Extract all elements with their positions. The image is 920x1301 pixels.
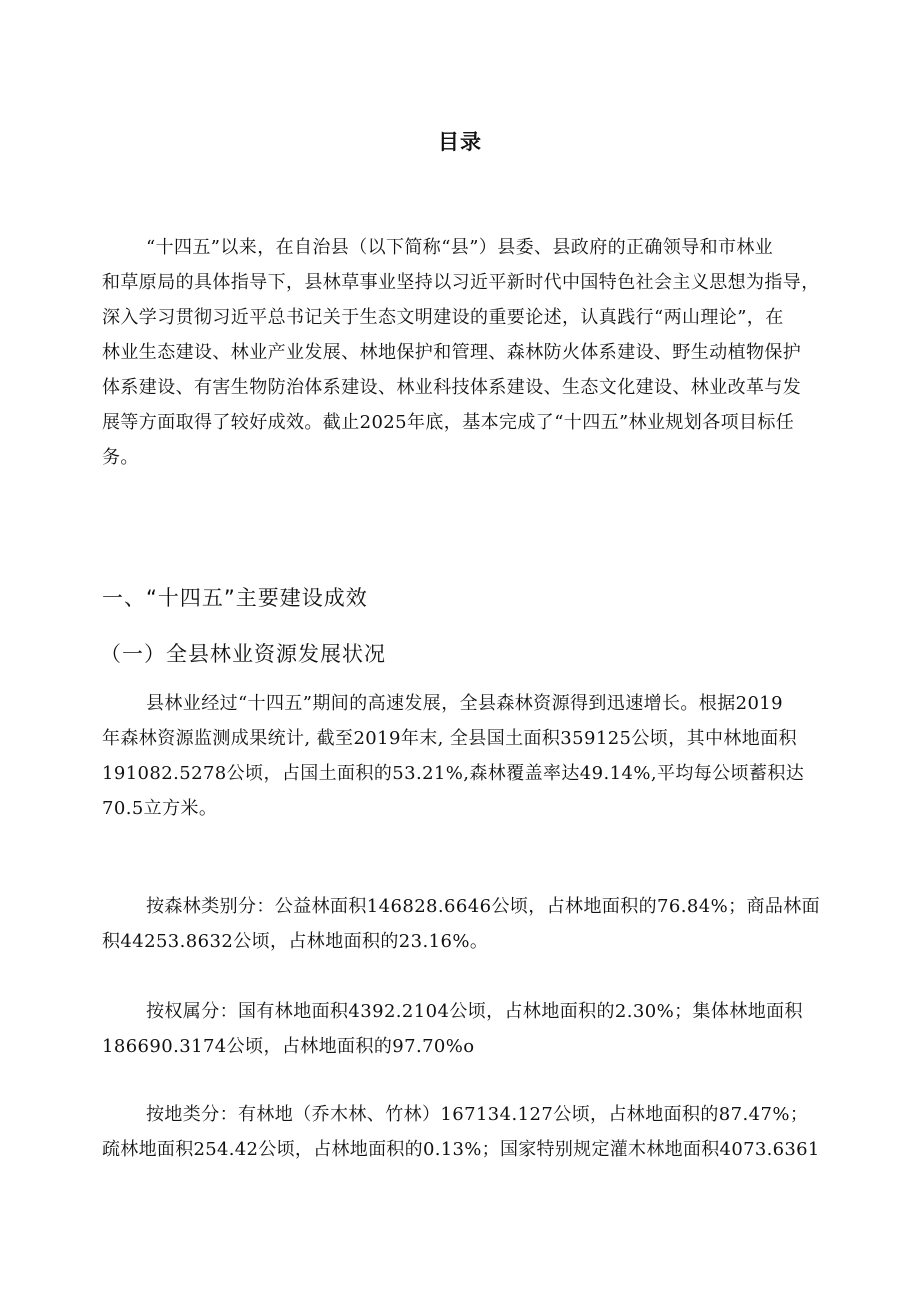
- forest-resources-paragraph: [102, 686, 822, 826]
- ownership-paragraph: [102, 994, 822, 1064]
- intro-line-5: 体系建设、有害生物防治体系建设、林业科技体系建设、生态文化建设、林业改革与发: [102, 377, 802, 398]
- page-title: 目录: [438, 130, 482, 154]
- forest-category-paragraph: [102, 889, 822, 959]
- p4-line-1: 按地类分：有林地（乔木林、竹林）167134.127公顷，占林地面积的87.47%；: [146, 1104, 809, 1125]
- p1-line-4: 70.5立方米。: [102, 798, 218, 819]
- land-type-paragraph: [102, 1097, 822, 1167]
- p4-line-2: 疏林地面积254.42公顷，占林地面积的0.13%；国家特别规定灌木林地面积4073.6361: [102, 1139, 820, 1160]
- subsection-heading-1: （一）全县林业资源发展状况: [100, 642, 386, 666]
- intro-paragraph: [102, 230, 822, 475]
- p2-line-1: 按森林类别分：公益林面积146828.6646公顷，占林地面积的76.84%；商品林面: [146, 896, 821, 917]
- intro-line-1: “十四五”以来，在自治县（以下简称“县”）县委、县政府的正确领导和市林业: [146, 237, 774, 258]
- intro-line-3: 深入学习贯彻习近平总书记关于生态文明建设的重要论述，认真践行“两山理论”，在: [102, 307, 784, 328]
- p1-line-2: 年森林资源监测成果统计, 截至2019年末, 全县国土面积359125公顷，其中林地面积: [102, 728, 798, 749]
- section-heading-1: 一、“十四五”主要建设成效: [102, 586, 368, 610]
- intro-line-7: 务。: [102, 447, 139, 468]
- intro-line-4: 林业生态建设、林业产业发展、林地保护和管理、森林防火体系建设、野生动植物保护: [102, 342, 802, 363]
- p1-line-3: 191082.5278公顷，占国土面积的53.21%,森林覆盖率达49.14%,平均每公顷蓄积达: [102, 763, 805, 784]
- intro-line-6: 展等方面取得了较好成效。截止2025年底，基本完成了“十四五”林业规划各项目标任: [102, 412, 795, 433]
- p2-line-2: 积44253.8632公顷，占林地面积的23.16%。: [102, 931, 489, 952]
- p3-line-2: 186690.3174公顷，占林地面积的97.70%o: [102, 1036, 475, 1057]
- p3-line-1: 按权属分：国有林地面积4392.2104公顷，占林地面积的2.30%；集体林地面积: [146, 1001, 803, 1022]
- p1-line-1: 县林业经过“十四五”期间的高速发展，全县森林资源得到迅速增长。根据2019: [146, 693, 784, 714]
- intro-line-2: 和草原局的具体指导下，县林草事业坚持以习近平新时代中国特色社会主义思想为指导，: [102, 272, 820, 293]
